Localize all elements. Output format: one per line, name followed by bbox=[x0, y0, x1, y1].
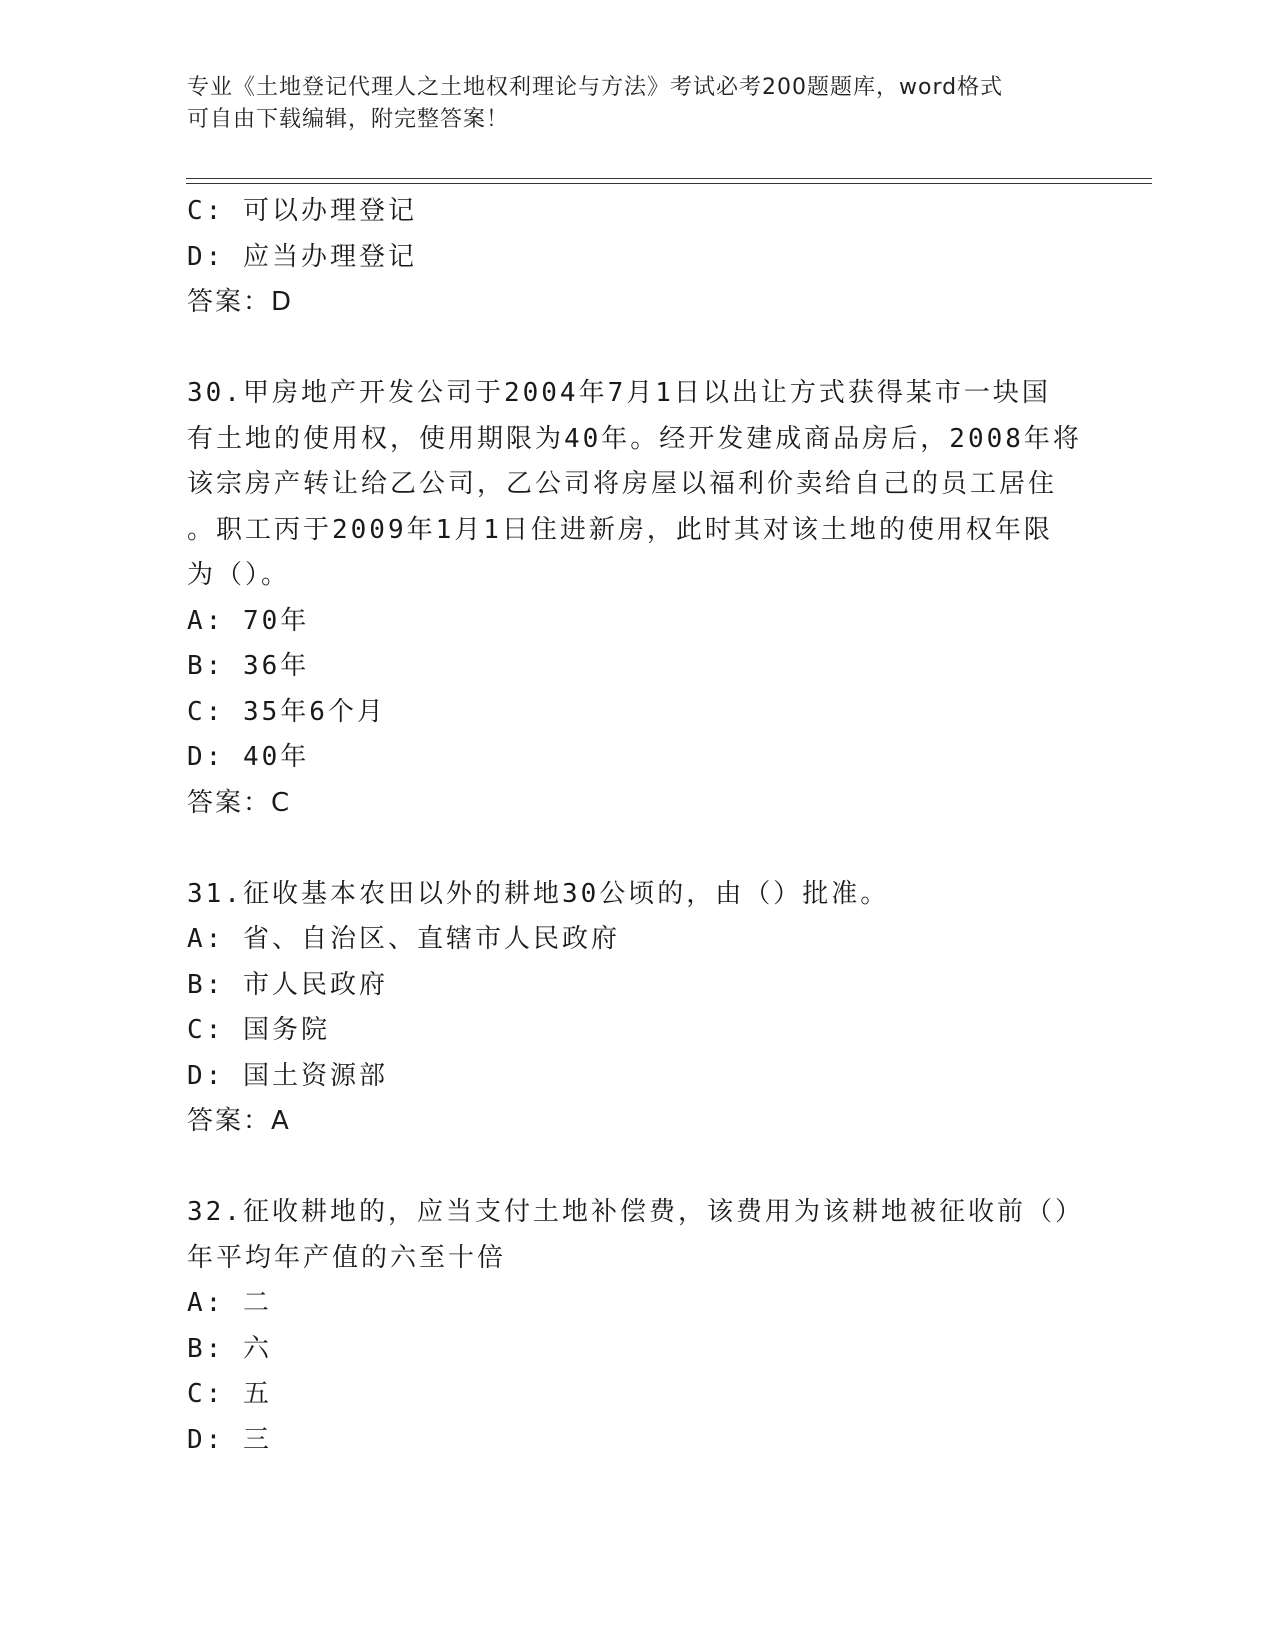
question-31 bbox=[187, 872, 1087, 1145]
question-stem-line: 32.征收耕地的，应当支付土地补偿费，该费用为该耕地被征收前（） bbox=[187, 1197, 1084, 1227]
option-d: D: 三 bbox=[187, 1424, 272, 1455]
option-b: B: 36年 bbox=[187, 651, 310, 681]
spacer bbox=[187, 1145, 1087, 1191]
option-a: A: 70年 bbox=[187, 605, 310, 636]
spacer bbox=[187, 826, 1087, 872]
option-b: B: 市人民政府 bbox=[187, 969, 388, 1000]
question-stem-line: 。职工丙于2009年1月1日住进新房，此时其对该土地的使用权年限 bbox=[187, 514, 1053, 545]
option-c: C: 可以办理登记 bbox=[187, 196, 417, 226]
answer-line: 答案：C bbox=[187, 787, 292, 818]
header-title-line-2: 可自由下载编辑，附完整答案！ bbox=[187, 107, 510, 132]
previous-question-tail bbox=[187, 189, 1087, 326]
option-c: C: 五 bbox=[187, 1379, 272, 1409]
spacer bbox=[187, 326, 1087, 372]
question-stem-line: 年平均年产值的六至十倍 bbox=[187, 1242, 507, 1273]
question-stem-line: 该宗房产转让给乙公司，乙公司将房屋以福利价卖给自己的员工居住 bbox=[187, 469, 1058, 499]
answer-line: 答案：D bbox=[187, 287, 294, 317]
option-d: D: 应当办理登记 bbox=[187, 241, 417, 272]
header-divider-top bbox=[186, 178, 1152, 179]
question-stem-line: 30.甲房地产开发公司于2004年7月1日以出让方式获得某市一块国 bbox=[187, 378, 1051, 408]
question-30 bbox=[187, 371, 1087, 826]
option-c: C: 35年6个月 bbox=[187, 696, 386, 727]
header-divider-bottom bbox=[186, 183, 1152, 184]
answer-line: 答案：A bbox=[187, 1106, 291, 1136]
question-stem-line: 31.征收基本农田以外的耕地30公顷的，由（）批准。 bbox=[187, 878, 890, 909]
question-stem-line: 为（）。 bbox=[187, 560, 291, 590]
option-a: A: 省、自治区、直辖市人民政府 bbox=[187, 924, 620, 954]
option-d: D: 40年 bbox=[187, 742, 310, 772]
header-title-line-1: 专业《土地登记代理人之土地权利理论与方法》考试必考200题题库，word格式 bbox=[187, 75, 1004, 100]
option-d: D: 国土资源部 bbox=[187, 1060, 388, 1091]
option-a: A: 二 bbox=[187, 1288, 272, 1318]
question-list bbox=[187, 189, 1087, 1463]
option-c: C: 国务院 bbox=[187, 1015, 330, 1045]
question-32 bbox=[187, 1190, 1087, 1463]
document-header bbox=[187, 72, 1067, 136]
option-b: B: 六 bbox=[187, 1333, 272, 1364]
question-stem-line: 有土地的使用权，使用期限为40年。经开发建成商品房后，2008年将 bbox=[187, 423, 1082, 454]
